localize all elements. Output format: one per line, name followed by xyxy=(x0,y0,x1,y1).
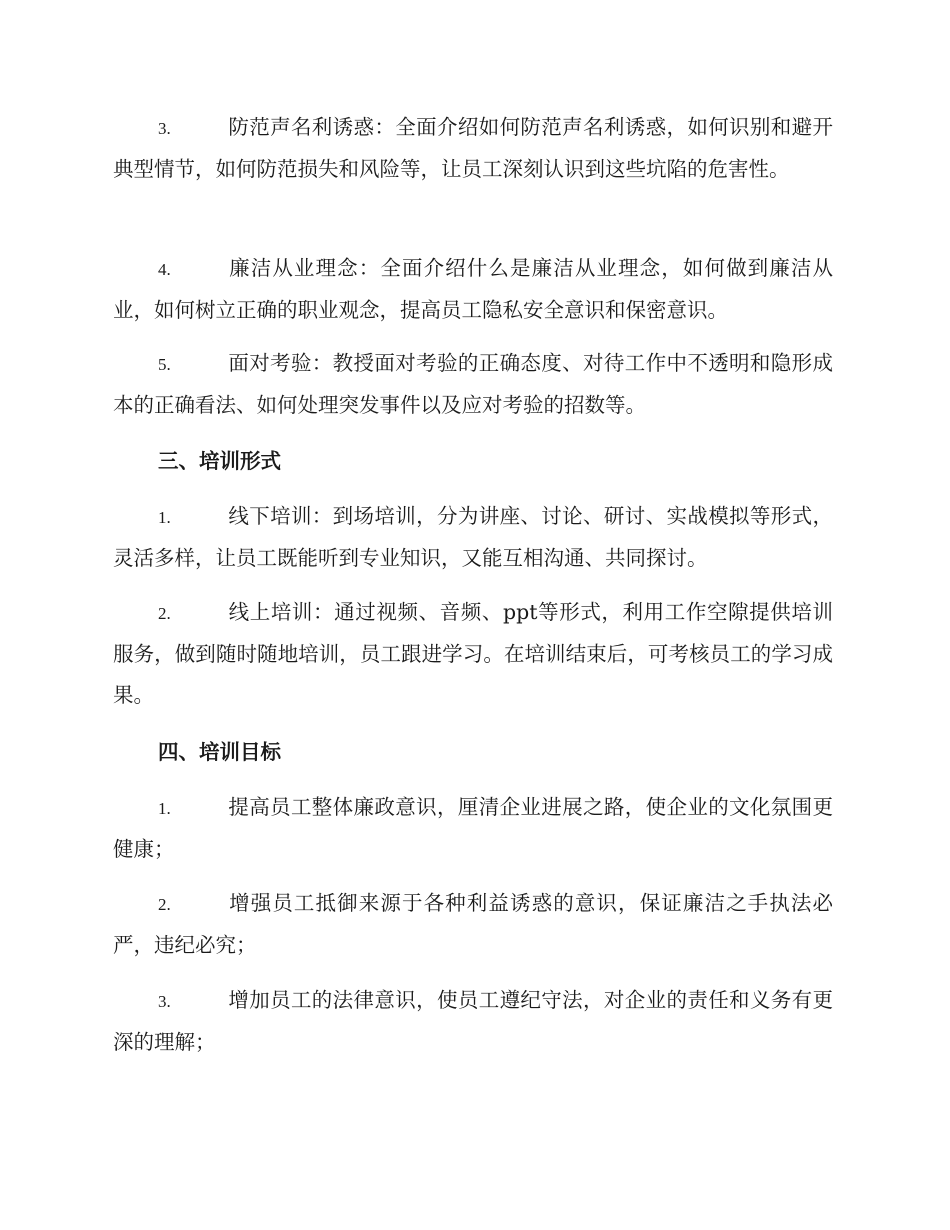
list-item-text: 防范声名利诱惑：全面介绍如何防范声名利诱惑，如何识别和避开典型情节，如何防范损失和风险等，让员工深刻认识到这些坑陷的危害性。 xyxy=(113,115,833,181)
list-item-number: 1. xyxy=(158,799,171,818)
list-item-text: 廉洁从业理念：全面介绍什么是廉洁从业理念，如何做到廉洁从业，如何树立正确的职业观念，提高员工隐私安全意识和保密意识。 xyxy=(113,256,833,322)
list-item-number: 4. xyxy=(158,260,171,279)
list-item-number: 5. xyxy=(158,355,171,374)
list-item xyxy=(113,107,833,190)
list-item xyxy=(113,248,833,331)
list-item-number: 3. xyxy=(158,119,171,138)
list-item xyxy=(113,787,833,870)
list-item-number: 2. xyxy=(158,604,171,623)
list-item-number: 1. xyxy=(158,508,171,527)
list-item xyxy=(113,883,833,966)
list-item-text: 增加员工的法律意识，使员工遵纪守法，对企业的责任和义务有更深的理解； xyxy=(113,988,833,1054)
list-item-text: 增强员工抵御来源于各种利益诱惑的意识，保证廉洁之手执法必严，违纪必究； xyxy=(113,891,833,957)
list-item-number: 3. xyxy=(158,992,171,1011)
list-item xyxy=(113,343,833,426)
list-item-number: 2. xyxy=(158,895,171,914)
list-item-text: 提高员工整体廉政意识，厘清企业进展之路，使企业的文化氛围更健康； xyxy=(113,795,833,861)
list-item-text: 线上培训：通过视频、音频、ppt等形式，利用工作空隙提供培训服务，做到随时随地培训，员工跟进学习。在培训结束后，可考核员工的学习成果。 xyxy=(113,600,833,707)
list-item-text: 线下培训：到场培训，分为讲座、讨论、研讨、实战模拟等形式，灵活多样，让员工既能听到专业知识，又能互相沟通、共同探讨。 xyxy=(113,504,833,570)
list-item-text: 面对考验：教授面对考验的正确态度、对待工作中不透明和隐形成本的正确看法、如何处理突发事件以及应对考验的招数等。 xyxy=(113,351,833,417)
list-item xyxy=(113,980,833,1063)
list-item xyxy=(113,496,833,579)
section-heading: 三、培训形式 xyxy=(158,449,281,473)
section-heading: 四、培训目标 xyxy=(158,740,281,764)
list-item xyxy=(113,592,833,716)
